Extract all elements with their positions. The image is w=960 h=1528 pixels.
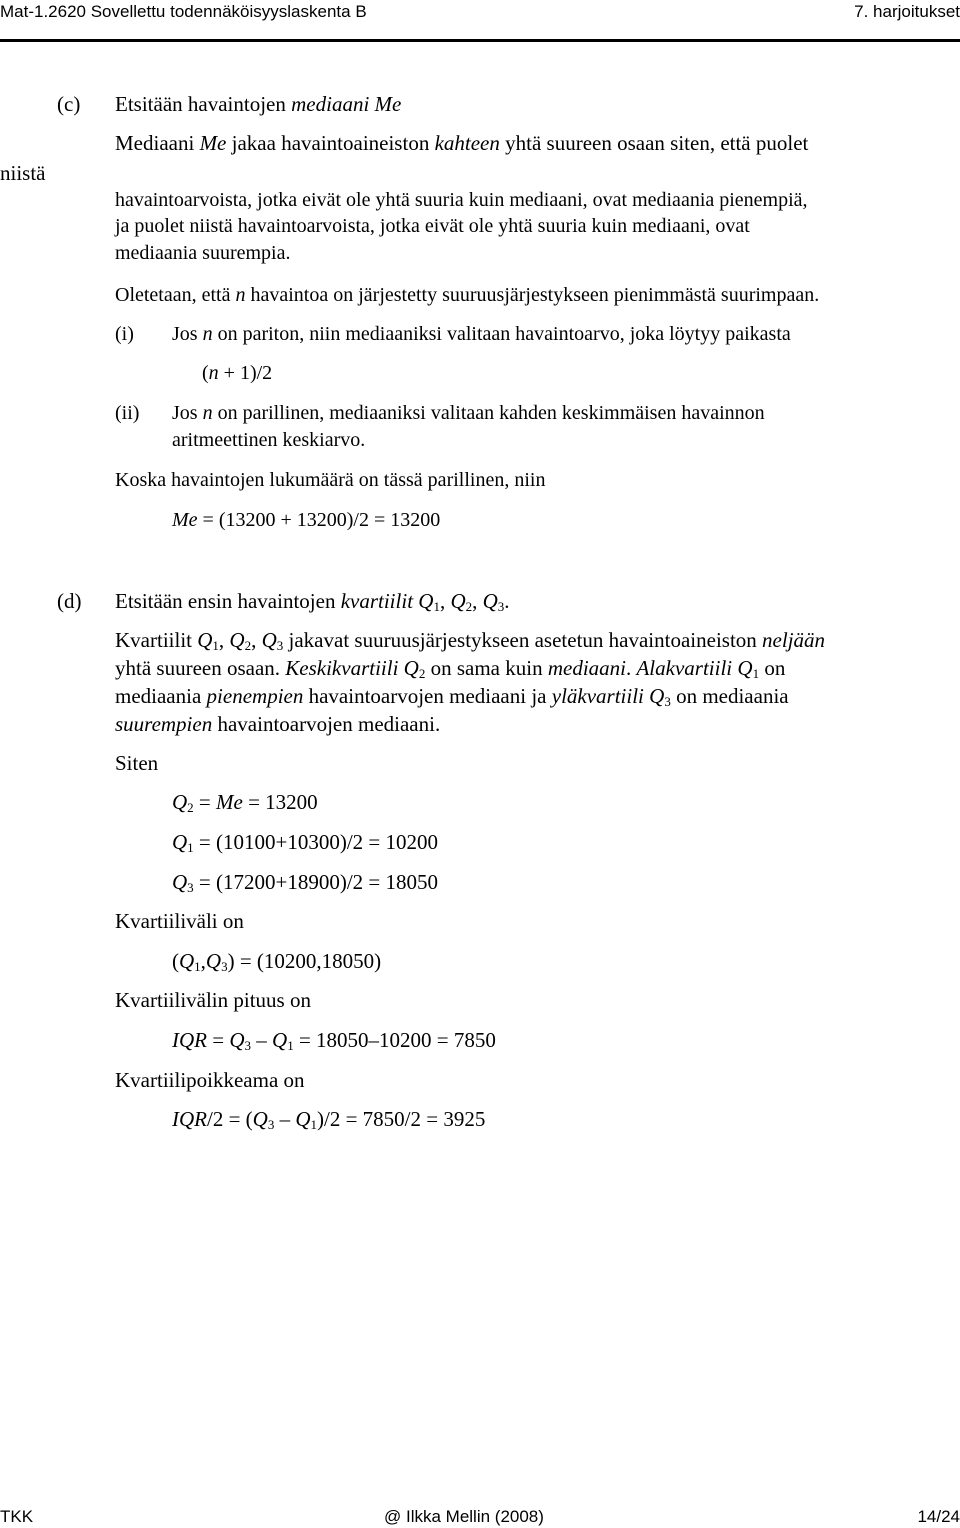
equation-q1: $Q_1 = (10100+10300)/2 = 10200$: [172, 830, 439, 855]
footer-institution: TKK: [0, 1507, 34, 1526]
part-d-line-5: suurempien havaintoarvojen mediaani.: [115, 712, 441, 736]
equation-q3: $Q_3 = (17200+18900)/2 = 18050$: [172, 870, 439, 895]
case-ii-label: (ii): [115, 402, 140, 424]
case-i-label: (i): [115, 323, 134, 345]
part-c-line-3: havaintoarvoista, jotka eivät ole yhtä suuria kuin mediaani, ovat mediaania pienempiä,: [115, 189, 808, 211]
part-c-line-2: Mediaani Me jakaa havaintoaineiston kahteen yhtä suureen osaan siten, että puolet: [115, 131, 809, 155]
part-c-line-5: mediaania suurempia.: [115, 242, 291, 264]
part-c-line-1: Etsitään havaintojen mediaani Me: [115, 92, 402, 116]
equation-interval: $(Q_1,Q_3) = (10200,18050)$: [172, 949, 382, 974]
equation-q2: $Q_2 = Me = 13200$: [172, 790, 318, 815]
header-course-title: Mat-1.2620 Sovellettu todennäköisyyslaskenta B: [0, 2, 367, 21]
footer-author: @ Ilkka Mellin (2008): [384, 1507, 544, 1526]
part-d-siten: Siten: [115, 751, 159, 775]
case-i-text: Jos n on pariton, niin mediaaniksi valitaan havaintoarvo, joka löytyy paikasta: [172, 323, 791, 345]
part-d-line-4: mediaania pienempien havaintoarvojen mediaani ja yläkvartiili $Q_3$ on mediaania: [115, 684, 789, 709]
kvartiilipoikkeama-label: Kvartiilipoikkeama on: [115, 1068, 305, 1092]
equation-iqr-half: $IQR/2 = (Q_3 - Q_1)/2 = 7850/2 = 3925$: [172, 1107, 486, 1132]
part-c-assumption: Oletetaan, että n havaintoa on järjestetty suuruusjärjestykseen pienimmästä suurimpaan.: [115, 284, 820, 306]
part-c-line-4: ja puolet niistä havaintoarvoista, jotka eivät ole yhtä suuria kuin mediaani, ovat: [115, 215, 750, 237]
part-d-label: (d): [57, 589, 82, 613]
part-c-koska: Koska havaintojen lukumäärä on tässä parillinen, niin: [115, 469, 546, 491]
case-ii-text-2: aritmeettinen keskiarvo.: [172, 429, 366, 451]
footer-page-number: 14/24: [917, 1507, 960, 1526]
kvartiilivali-label: Kvartiiliväli on: [115, 909, 244, 933]
header-rule: [0, 39, 960, 42]
header-exercise-title: 7. harjoitukset: [854, 2, 960, 21]
margin-word: niistä: [0, 161, 46, 185]
case-ii-text: Jos n on parillinen, mediaaniksi valitaan kahden keskimmäisen havainnon: [172, 402, 765, 424]
part-d-line-2: Kvartiilit $Q_1$, $Q_2$, $Q_3$ jakavat suuruusjärjestykseen asetetun havaintoaineiston neljään: [115, 628, 826, 653]
median-equation: Me = (13200 + 13200)/2 = 13200: [172, 509, 441, 531]
kvartiilivalin-pituus-label: Kvartiilivälin pituus on: [115, 988, 311, 1012]
part-d-line-1: Etsitään ensin havaintojen kvartiilit $Q_1$, $Q_2$, $Q_3$.: [115, 589, 510, 614]
part-d-line-3: yhtä suureen osaan. Keskikvartiili $Q_2$ on sama kuin mediaani. Alakvartiili $Q_1$ on: [115, 656, 786, 681]
equation-iqr: IQR = $Q_3 - Q_1 = 18050-10200 = 7850$: [172, 1028, 496, 1053]
part-c-label: (c): [57, 92, 81, 116]
case-i-formula: (n + 1)/2: [202, 362, 273, 384]
